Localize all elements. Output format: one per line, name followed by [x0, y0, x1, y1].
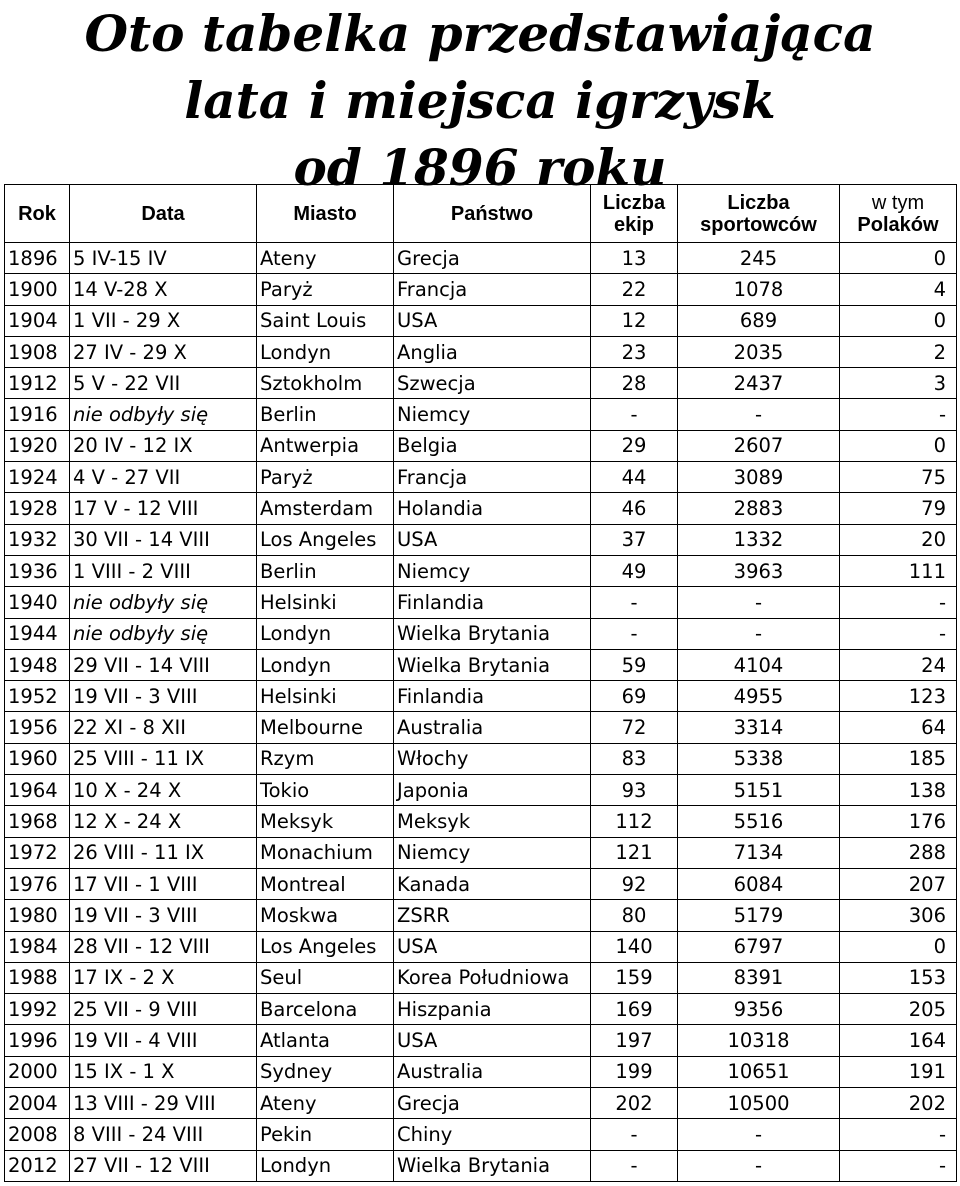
- header-w-tym-polakow-line2: Polaków: [857, 213, 939, 236]
- cell-miasto: Atlanta: [257, 1025, 394, 1056]
- cell-w-tym-polakow: 176: [840, 806, 957, 837]
- cell-data: 20 IV - 12 IX: [70, 430, 257, 461]
- cell-data: 12 X - 24 X: [70, 806, 257, 837]
- cell-panstwo: Hiszpania: [394, 994, 591, 1025]
- cell-w-tym-polakow: -: [840, 1150, 957, 1181]
- cell-miasto: Londyn: [257, 336, 394, 367]
- table-row: [5, 1056, 957, 1087]
- table-row: [5, 1119, 957, 1150]
- cell-w-tym-polakow: 3: [840, 368, 957, 399]
- cell-liczba-ekip: -: [591, 1119, 678, 1150]
- cell-panstwo: Francja: [394, 274, 591, 305]
- cell-liczba-ekip: 140: [591, 931, 678, 962]
- header-liczba-ekip: [591, 185, 678, 243]
- table-row: [5, 336, 957, 367]
- header-w-tym-polakow: [840, 185, 957, 243]
- cell-rok: 1952: [5, 681, 70, 712]
- title-line-1: Oto tabelka przedstawiająca: [84, 4, 876, 63]
- cell-rok: 1992: [5, 994, 70, 1025]
- cell-data: 5 V - 22 VII: [70, 368, 257, 399]
- cell-miasto: Ateny: [257, 243, 394, 274]
- cell-data: 25 VIII - 11 IX: [70, 743, 257, 774]
- cell-liczba-sportowcow: 10500: [678, 1088, 840, 1119]
- cell-miasto: Helsinki: [257, 587, 394, 618]
- cell-rok: 1920: [5, 430, 70, 461]
- cell-panstwo: Grecja: [394, 243, 591, 274]
- cell-w-tym-polakow: 0: [840, 931, 957, 962]
- cell-w-tym-polakow: 0: [840, 305, 957, 336]
- cell-panstwo: Finlandia: [394, 681, 591, 712]
- cell-panstwo: ZSRR: [394, 900, 591, 931]
- cell-liczba-ekip: 93: [591, 775, 678, 806]
- header-data: Data: [70, 185, 257, 243]
- cell-w-tym-polakow: 153: [840, 962, 957, 993]
- table-row: [5, 555, 957, 586]
- header-miasto: Miasto: [257, 185, 394, 243]
- cell-panstwo: USA: [394, 1025, 591, 1056]
- cell-panstwo: Niemcy: [394, 555, 591, 586]
- cell-rok: 1940: [5, 587, 70, 618]
- cell-panstwo: Wielka Brytania: [394, 649, 591, 680]
- table-row: [5, 493, 957, 524]
- cell-data: 15 IX - 1 X: [70, 1056, 257, 1087]
- table-row: [5, 837, 957, 868]
- cell-rok: 1908: [5, 336, 70, 367]
- cell-w-tym-polakow: -: [840, 399, 957, 430]
- cell-liczba-ekip: 159: [591, 962, 678, 993]
- cell-rok: 1972: [5, 837, 70, 868]
- cell-liczba-sportowcow: 3089: [678, 462, 840, 493]
- cell-liczba-ekip: 83: [591, 743, 678, 774]
- cell-liczba-sportowcow: 9356: [678, 994, 840, 1025]
- cell-data: nie odbyły się: [70, 587, 257, 618]
- cell-panstwo: Grecja: [394, 1088, 591, 1119]
- cell-miasto: Seul: [257, 962, 394, 993]
- title-line-3: od 1896 roku: [293, 138, 667, 197]
- table-row: [5, 243, 957, 274]
- olympics-table-container: [4, 184, 957, 1182]
- cell-data: 17 V - 12 VIII: [70, 493, 257, 524]
- cell-liczba-sportowcow: 5338: [678, 743, 840, 774]
- cell-liczba-sportowcow: 3963: [678, 555, 840, 586]
- cell-panstwo: Włochy: [394, 743, 591, 774]
- cell-panstwo: USA: [394, 305, 591, 336]
- cell-data: 30 VII - 14 VIII: [70, 524, 257, 555]
- cell-rok: 1948: [5, 649, 70, 680]
- cell-liczba-sportowcow: 1078: [678, 274, 840, 305]
- cell-liczba-sportowcow: 6797: [678, 931, 840, 962]
- cell-w-tym-polakow: 191: [840, 1056, 957, 1087]
- cell-w-tym-polakow: -: [840, 1119, 957, 1150]
- table-row: [5, 368, 957, 399]
- cell-rok: 1916: [5, 399, 70, 430]
- cell-liczba-ekip: 80: [591, 900, 678, 931]
- cell-liczba-ekip: 202: [591, 1088, 678, 1119]
- cell-panstwo: Francja: [394, 462, 591, 493]
- cell-data: 25 VII - 9 VIII: [70, 994, 257, 1025]
- cell-data: 22 XI - 8 XII: [70, 712, 257, 743]
- table-header-row: [5, 185, 957, 243]
- cell-miasto: Ateny: [257, 1088, 394, 1119]
- cell-liczba-ekip: 49: [591, 555, 678, 586]
- cell-w-tym-polakow: 64: [840, 712, 957, 743]
- cell-miasto: Los Angeles: [257, 931, 394, 962]
- cell-w-tym-polakow: -: [840, 587, 957, 618]
- cell-w-tym-polakow: 205: [840, 994, 957, 1025]
- cell-panstwo: Japonia: [394, 775, 591, 806]
- cell-data: 28 VII - 12 VIII: [70, 931, 257, 962]
- cell-w-tym-polakow: 79: [840, 493, 957, 524]
- table-row: [5, 649, 957, 680]
- cell-liczba-ekip: 112: [591, 806, 678, 837]
- cell-panstwo: Australia: [394, 1056, 591, 1087]
- table-row: [5, 806, 957, 837]
- cell-liczba-sportowcow: 689: [678, 305, 840, 336]
- cell-liczba-sportowcow: 245: [678, 243, 840, 274]
- cell-miasto: Barcelona: [257, 994, 394, 1025]
- cell-liczba-sportowcow: 2607: [678, 430, 840, 461]
- table-row: [5, 868, 957, 899]
- table-row: [5, 462, 957, 493]
- cell-liczba-ekip: 22: [591, 274, 678, 305]
- cell-rok: 2008: [5, 1119, 70, 1150]
- cell-panstwo: Australia: [394, 712, 591, 743]
- cell-data: 5 IV-15 IV: [70, 243, 257, 274]
- cell-liczba-sportowcow: 10651: [678, 1056, 840, 1087]
- cell-miasto: Sztokholm: [257, 368, 394, 399]
- cell-w-tym-polakow: -: [840, 618, 957, 649]
- cell-liczba-sportowcow: 2883: [678, 493, 840, 524]
- cell-miasto: Londyn: [257, 1150, 394, 1181]
- header-liczba-sportowcow-line2: sportowców: [700, 213, 817, 236]
- table-row: [5, 274, 957, 305]
- cell-data: nie odbyły się: [70, 618, 257, 649]
- cell-data: 27 IV - 29 X: [70, 336, 257, 367]
- cell-miasto: Rzym: [257, 743, 394, 774]
- header-w-tym-polakow-line1: w tym: [871, 191, 925, 214]
- cell-liczba-ekip: 44: [591, 462, 678, 493]
- page-title: [0, 0, 960, 201]
- cell-liczba-ekip: 59: [591, 649, 678, 680]
- cell-rok: 1924: [5, 462, 70, 493]
- cell-liczba-ekip: 12: [591, 305, 678, 336]
- cell-w-tym-polakow: 111: [840, 555, 957, 586]
- cell-liczba-ekip: -: [591, 1150, 678, 1181]
- cell-data: 14 V-28 X: [70, 274, 257, 305]
- cell-liczba-ekip: -: [591, 399, 678, 430]
- cell-miasto: Amsterdam: [257, 493, 394, 524]
- table-row: [5, 994, 957, 1025]
- cell-data: 1 VII - 29 X: [70, 305, 257, 336]
- cell-rok: 1936: [5, 555, 70, 586]
- header-panstwo: Państwo: [394, 185, 591, 243]
- cell-liczba-ekip: 72: [591, 712, 678, 743]
- table-row: [5, 681, 957, 712]
- cell-liczba-sportowcow: -: [678, 399, 840, 430]
- cell-rok: 1904: [5, 305, 70, 336]
- table-row: [5, 900, 957, 931]
- cell-data: 19 VII - 3 VIII: [70, 900, 257, 931]
- cell-data: 1 VIII - 2 VIII: [70, 555, 257, 586]
- cell-w-tym-polakow: 75: [840, 462, 957, 493]
- cell-liczba-ekip: 69: [591, 681, 678, 712]
- cell-data: 17 VII - 1 VIII: [70, 868, 257, 899]
- cell-panstwo: Kanada: [394, 868, 591, 899]
- table-row: [5, 587, 957, 618]
- table-row: [5, 712, 957, 743]
- table-row: [5, 743, 957, 774]
- cell-miasto: Saint Louis: [257, 305, 394, 336]
- table-row: [5, 524, 957, 555]
- cell-panstwo: Niemcy: [394, 399, 591, 430]
- cell-liczba-sportowcow: 4955: [678, 681, 840, 712]
- cell-w-tym-polakow: 185: [840, 743, 957, 774]
- cell-panstwo: Finlandia: [394, 587, 591, 618]
- cell-panstwo: Holandia: [394, 493, 591, 524]
- cell-miasto: Berlin: [257, 555, 394, 586]
- cell-data: 13 VIII - 29 VIII: [70, 1088, 257, 1119]
- cell-liczba-ekip: 28: [591, 368, 678, 399]
- cell-liczba-sportowcow: 3314: [678, 712, 840, 743]
- cell-liczba-sportowcow: 4104: [678, 649, 840, 680]
- table-row: [5, 618, 957, 649]
- cell-miasto: Pekin: [257, 1119, 394, 1150]
- cell-w-tym-polakow: 123: [840, 681, 957, 712]
- cell-w-tym-polakow: 207: [840, 868, 957, 899]
- cell-miasto: Los Angeles: [257, 524, 394, 555]
- cell-liczba-sportowcow: 5179: [678, 900, 840, 931]
- cell-panstwo: Meksyk: [394, 806, 591, 837]
- cell-liczba-ekip: 46: [591, 493, 678, 524]
- cell-liczba-ekip: 169: [591, 994, 678, 1025]
- cell-panstwo: Belgia: [394, 430, 591, 461]
- cell-liczba-sportowcow: 8391: [678, 962, 840, 993]
- cell-miasto: Monachium: [257, 837, 394, 868]
- header-liczba-sportowcow: [678, 185, 840, 243]
- cell-rok: 1896: [5, 243, 70, 274]
- cell-panstwo: Niemcy: [394, 837, 591, 868]
- header-liczba-ekip-line2: ekip: [613, 213, 655, 236]
- cell-w-tym-polakow: 24: [840, 649, 957, 680]
- cell-data: 29 VII - 14 VIII: [70, 649, 257, 680]
- cell-liczba-ekip: -: [591, 618, 678, 649]
- cell-miasto: Sydney: [257, 1056, 394, 1087]
- cell-data: 17 IX - 2 X: [70, 962, 257, 993]
- table-row: [5, 1088, 957, 1119]
- cell-rok: 1900: [5, 274, 70, 305]
- cell-rok: 1956: [5, 712, 70, 743]
- table-row: [5, 931, 957, 962]
- cell-w-tym-polakow: 20: [840, 524, 957, 555]
- cell-liczba-sportowcow: -: [678, 587, 840, 618]
- cell-liczba-ekip: 92: [591, 868, 678, 899]
- cell-rok: 1976: [5, 868, 70, 899]
- cell-miasto: Meksyk: [257, 806, 394, 837]
- cell-miasto: Melbourne: [257, 712, 394, 743]
- cell-liczba-ekip: 121: [591, 837, 678, 868]
- table-body: [5, 243, 957, 1182]
- table-row: [5, 430, 957, 461]
- cell-miasto: Moskwa: [257, 900, 394, 931]
- cell-w-tym-polakow: 4: [840, 274, 957, 305]
- cell-rok: 1960: [5, 743, 70, 774]
- table-row: [5, 1025, 957, 1056]
- cell-panstwo: Szwecja: [394, 368, 591, 399]
- cell-rok: 2000: [5, 1056, 70, 1087]
- cell-data: 10 X - 24 X: [70, 775, 257, 806]
- cell-rok: 1968: [5, 806, 70, 837]
- cell-data: 4 V - 27 VII: [70, 462, 257, 493]
- cell-rok: 1944: [5, 618, 70, 649]
- cell-miasto: Londyn: [257, 618, 394, 649]
- cell-w-tym-polakow: 2: [840, 336, 957, 367]
- cell-w-tym-polakow: 0: [840, 243, 957, 274]
- cell-liczba-ekip: 29: [591, 430, 678, 461]
- cell-liczba-sportowcow: 5151: [678, 775, 840, 806]
- title-line-2: lata i miejsca igrzysk: [184, 71, 776, 130]
- cell-data: 26 VIII - 11 IX: [70, 837, 257, 868]
- cell-panstwo: Anglia: [394, 336, 591, 367]
- cell-miasto: Londyn: [257, 649, 394, 680]
- cell-miasto: Montreal: [257, 868, 394, 899]
- cell-miasto: Paryż: [257, 462, 394, 493]
- cell-w-tym-polakow: 306: [840, 900, 957, 931]
- cell-liczba-ekip: 13: [591, 243, 678, 274]
- cell-rok: 1928: [5, 493, 70, 524]
- cell-miasto: Helsinki: [257, 681, 394, 712]
- cell-liczba-sportowcow: 10318: [678, 1025, 840, 1056]
- cell-rok: 2012: [5, 1150, 70, 1181]
- cell-liczba-sportowcow: 6084: [678, 868, 840, 899]
- olympics-table: [4, 184, 957, 1182]
- cell-liczba-sportowcow: 1332: [678, 524, 840, 555]
- table-row: [5, 775, 957, 806]
- table-row: [5, 399, 957, 430]
- cell-w-tym-polakow: 0: [840, 430, 957, 461]
- header-rok: Rok: [5, 185, 70, 243]
- cell-data: 8 VIII - 24 VIII: [70, 1119, 257, 1150]
- cell-panstwo: USA: [394, 931, 591, 962]
- cell-liczba-ekip: 23: [591, 336, 678, 367]
- cell-liczba-sportowcow: 7134: [678, 837, 840, 868]
- cell-rok: 1932: [5, 524, 70, 555]
- header-liczba-ekip-line1: Liczba: [602, 191, 666, 214]
- header-liczba-sportowcow-line1: Liczba: [727, 191, 790, 214]
- cell-panstwo: USA: [394, 524, 591, 555]
- cell-liczba-sportowcow: 5516: [678, 806, 840, 837]
- cell-rok: 1988: [5, 962, 70, 993]
- cell-liczba-ekip: 37: [591, 524, 678, 555]
- table-row: [5, 1150, 957, 1181]
- cell-rok: 2004: [5, 1088, 70, 1119]
- table-row: [5, 305, 957, 336]
- cell-data: nie odbyły się: [70, 399, 257, 430]
- cell-miasto: Antwerpia: [257, 430, 394, 461]
- cell-rok: 1980: [5, 900, 70, 931]
- cell-miasto: Paryż: [257, 274, 394, 305]
- cell-liczba-sportowcow: 2437: [678, 368, 840, 399]
- cell-liczba-ekip: -: [591, 587, 678, 618]
- cell-rok: 1984: [5, 931, 70, 962]
- cell-panstwo: Chiny: [394, 1119, 591, 1150]
- cell-liczba-ekip: 197: [591, 1025, 678, 1056]
- cell-panstwo: Wielka Brytania: [394, 1150, 591, 1181]
- table-row: [5, 962, 957, 993]
- cell-w-tym-polakow: 164: [840, 1025, 957, 1056]
- cell-panstwo: Wielka Brytania: [394, 618, 591, 649]
- cell-panstwo: Korea Południowa: [394, 962, 591, 993]
- cell-liczba-sportowcow: -: [678, 1119, 840, 1150]
- cell-w-tym-polakow: 288: [840, 837, 957, 868]
- cell-rok: 1912: [5, 368, 70, 399]
- cell-miasto: Tokio: [257, 775, 394, 806]
- cell-data: 19 VII - 4 VIII: [70, 1025, 257, 1056]
- cell-liczba-ekip: 199: [591, 1056, 678, 1087]
- cell-w-tym-polakow: 138: [840, 775, 957, 806]
- cell-miasto: Berlin: [257, 399, 394, 430]
- cell-liczba-sportowcow: -: [678, 618, 840, 649]
- cell-data: 19 VII - 3 VIII: [70, 681, 257, 712]
- cell-w-tym-polakow: 202: [840, 1088, 957, 1119]
- cell-data: 27 VII - 12 VIII: [70, 1150, 257, 1181]
- cell-rok: 1996: [5, 1025, 70, 1056]
- cell-liczba-sportowcow: 2035: [678, 336, 840, 367]
- cell-liczba-sportowcow: -: [678, 1150, 840, 1181]
- cell-rok: 1964: [5, 775, 70, 806]
